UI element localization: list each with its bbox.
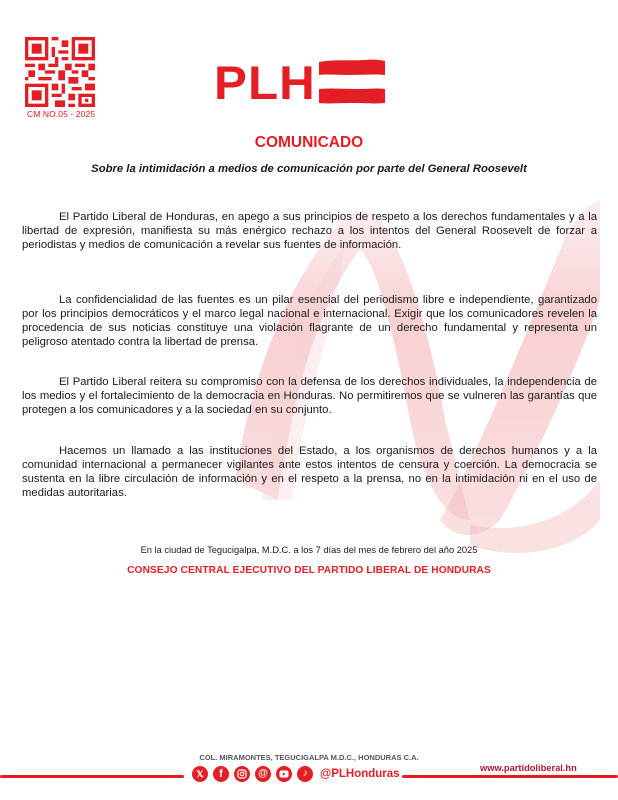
signature-body: CONSEJO CENTRAL EJECUTIVO DEL PARTIDO LIBERAL DE HONDURAS [127, 565, 491, 576]
instagram-icon[interactable] [234, 766, 250, 782]
tiktok-icon[interactable]: ♪ [297, 766, 313, 782]
paragraph-2: La confidencialidad de las fuentes es un pilar esencial del periodismo libre e independiente, garantizado por los principios democráticos y el marco legal nacional e internacional. Exigir que los comunicadores revelen la procedencia de sus noticias constituye una violación flagrante de un derecho fundamental y representa un peligroso atentado contra la libertad de prensa. [22, 294, 597, 348]
qr-code [25, 37, 95, 107]
logo-wordmark: PLH [214, 55, 316, 109]
x-icon[interactable]: 𝕏 [192, 766, 208, 782]
facebook-icon[interactable]: f [213, 766, 229, 782]
paragraph-3: El Partido Liberal reitera su compromiso con la defensa de los derechos individuales, la independencia de los medios y el fortalecimiento de la democracia en Honduras. No permitiremos que se vulneren las garantías que protegen a los comunicadores y a la sociedad en su conjunto. [22, 376, 597, 416]
social-handle[interactable]: @PLHonduras [320, 768, 400, 780]
plh-logo [214, 57, 385, 107]
website-link[interactable]: www.partidoliberal.hn [480, 763, 577, 773]
paragraph-1: El Partido Liberal de Honduras, en apego a sus principios de respeto a los derechos fundamentales y a la libertad de expresión, manifiesta su más enérgico rechazo a los intentos del General Roosevelt de forzar a periodistas y medios de comunicación a revelar sus fuentes de información. [22, 211, 597, 251]
communique-number: CM NO.05 - 2025 [27, 109, 96, 119]
document-title: COMUNICADO [254, 134, 364, 151]
place-date: En la ciudad de Tegucigalpa, M.D.C. a los 7 días del mes de febrero del año 2025 [140, 545, 478, 555]
threads-icon[interactable]: @ [255, 766, 271, 782]
footer-divider-left [0, 775, 184, 778]
flag-icon [319, 59, 385, 105]
youtube-icon[interactable] [276, 766, 292, 782]
social-links [192, 766, 400, 782]
document-subtitle: Sobre la intimidación a medios de comunicación por parte del General Roosevelt [91, 163, 527, 175]
footer-address: COL. MIRAMONTES, TEGUCIGALPA M.D.C., HONDURAS C.A. [199, 753, 419, 762]
paragraph-4: Hacemos un llamado a las instituciones del Estado, a los organismos de derechos humanos y a la comunidad internacional a permanecer vigilantes ante estos intentos de censura y coerción. La democracia se sustenta en la libre circulación de información y en el respeto a la prensa, no en la intimidación ni en el uso de medidas autoritarias. [22, 445, 597, 499]
footer-divider-right [402, 775, 618, 778]
